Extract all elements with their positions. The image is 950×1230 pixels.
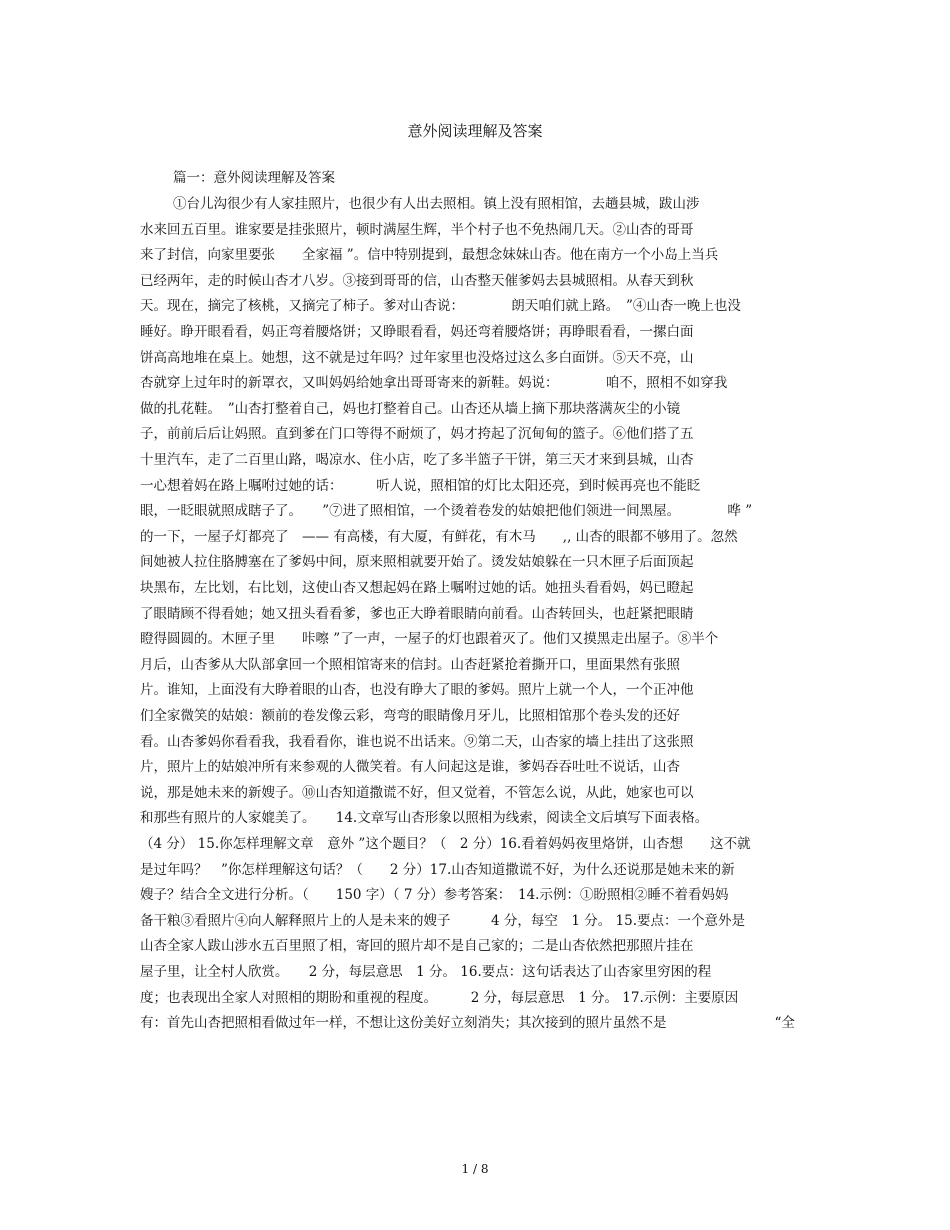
body-line: 子，前前后后让妈照。直到爹在门口等得不耐烦了，妈才挎起了沉甸甸的篮子。⑥他们搭了五: [140, 426, 694, 443]
body-line: 嫂子？结合全文进行分析。（ 150 字）（ 7 分）参考答案： 14.示例：①盼照相②睡不着看妈妈: [140, 887, 729, 904]
body-line: 片。谁知，上面没有大睁着眼的山杏，也没有睁大了眼的爹妈。照片上就一个人，一个正冲他: [140, 682, 694, 699]
body-line: 杏就穿上过年时的新罩衣，又叫妈妈给她拿出哥哥寄来的新鞋。妈说： 咱不，照相不如穿我: [140, 375, 728, 392]
body-line: 看。山杏爹妈你看看我，我看看你，谁也说不出话来。⑨第二天，山杏家的墙上挂出了这张照: [140, 733, 694, 750]
body-line: 月后，山杏爹从大队部拿回一个照相馆寄来的信封。山杏赶紧抢着撕开口，里面果然有张照: [140, 656, 680, 673]
body-line: 有：首先山杏把照相看做过年一样，不想让这份美好立刻消失；其次接到的照片虽然不是 “全: [140, 1015, 795, 1032]
body-line: 来了封信，向家里要张 全家福 ”。信中特别提到，最想念妹妹山杏。他在南方一个小岛上当兵: [140, 247, 719, 264]
body-line: 山杏全家人跋山涉水五百里照了相，寄回的照片却不是自己家的；二是山杏依然把那照片挂在: [140, 938, 694, 955]
body-line: 水来回五百里。谁家要是挂张照片，顿时满屋生辉，半个村子也不免热闹几天。②山杏的哥哥: [140, 221, 694, 238]
body-line: 备干粮③看照片④向人解释照片上的人是未来的嫂子 4 分，每空 1 分。 15.要点：一个意外是: [140, 912, 746, 929]
body-line: 是过年吗？ ”你怎样理解这句话？（ 2 分）17.山杏知道撒谎不好，为什么还说那是她未来的新: [140, 861, 735, 878]
body-line: 一心想着妈在路上嘱咐过她的话： 听人说，照相馆的灯比太阳还亮，到时候再亮也不能眨: [140, 477, 701, 494]
body-line: 做的扎花鞋。 ”山杏打整着自己，妈也打整着自己。山杏还从墙上摘下那块落满灰尘的小镜: [140, 400, 681, 417]
body-line: 们全家微笑的姑娘：额前的卷发像云彩，弯弯的眼睛像月牙儿，比照相馆那个卷头发的还好: [140, 708, 680, 724]
body-line: 的一下，一屋子灯都亮了 —— 有高楼，有大厦，有鲜花，有木马 ,, 山杏的眼都不够用了。忽然: [140, 528, 738, 545]
body-line: ①台儿沟很少有人家挂照片，也很少有人出去照相。镇上没有照相馆，去趟县城，跋山涉: [173, 196, 700, 212]
body-line: 饼高高地堆在桌上。她想，这不就是过年吗？过年家里也没烙过这么多白面饼。⑤天不亮，山: [140, 349, 694, 366]
body-line: 块黑布，左比划，右比划，这使山杏又想起妈在路上嘱咐过她的话。她扭头看看妈，妈已瞪起: [140, 580, 694, 596]
body-line: 说，那是她未来的新嫂子。⑩山杏知道撒谎不好，但又觉着，不管怎么说，从此，她家也可以: [140, 784, 694, 801]
body-line: 瞪得圆圆的。木匣子里 咔嚓 ”了一声，一屋子的灯也跟着灭了。他们又摸黑走出屋子。⑧半个: [140, 631, 719, 648]
body-line: 间她被人拉住胳膊塞在了爹妈中间，原来照相就要开始了。烫发姑娘躲在一只木匣子后面顶起: [140, 554, 694, 571]
body-line: 十里汽车，走了二百里山路，喝凉水、住小店，吃了多半篮子干饼，第三天才来到县城，山杏: [140, 452, 694, 468]
body-line: 天。现在，摘完了核桃，又摘完了柿子。爹对山杏说： 朗天咱们就上路。 ”④山杏一晚上也没: [140, 298, 741, 315]
body-line: （4 分） 15.你怎样理解文章 意外 ”这个题目？（ 2 分）16.看着妈妈夜里烙饼，山杏想 这不就: [140, 836, 751, 852]
body-line: 度；也表现出全家人对照相的期盼和重视的程度。 2 分，每层意思 1 分。 17.示例：主要原因: [140, 989, 739, 1006]
body-line: 已经两年，走的时候山杏才八岁。③接到哥哥的信，山杏整天催爹妈去县城照相。从春天到秋: [140, 272, 694, 289]
body-line: 睡好。睁开眼看看，妈正弯着腰烙饼；又睁眼看看，妈还弯着腰烙饼；再睁眼看看，一摞白面: [140, 324, 694, 340]
body-line: 屋子里，让全村人欣赏。 2 分，每层意思 1 分。 16.要点：这句话表达了山杏家里穷困的程: [140, 964, 712, 980]
body-line: 片，照片上的姑娘冲所有来参观的人微笑着。有人问起这是谁，爹妈吞吞吐吐不说话，山杏: [140, 759, 680, 776]
body-line: 和那些有照片的人家媲美了。 14.文章写山杏形象以照相为线索，阅读全文后填写下面表格。: [140, 810, 709, 827]
body-line: 眼，一眨眼就照成瞎子了。 ”⑦进了照相馆，一个烫着卷发的姑娘把他们领进一间黑屋。 哗 ”: [140, 503, 753, 520]
document-title: 意外阅读理解及答案: [407, 122, 543, 140]
body-line: 了眼睛顾不得看她；她又扭头看看爹，爹也正大睁着眼睛向前看。山杏转回头，也赶紧把眼睛: [140, 605, 694, 622]
section-heading: 篇一：意外阅读理解及答案: [173, 170, 335, 186]
page-number: 1 / 8: [461, 1162, 489, 1176]
